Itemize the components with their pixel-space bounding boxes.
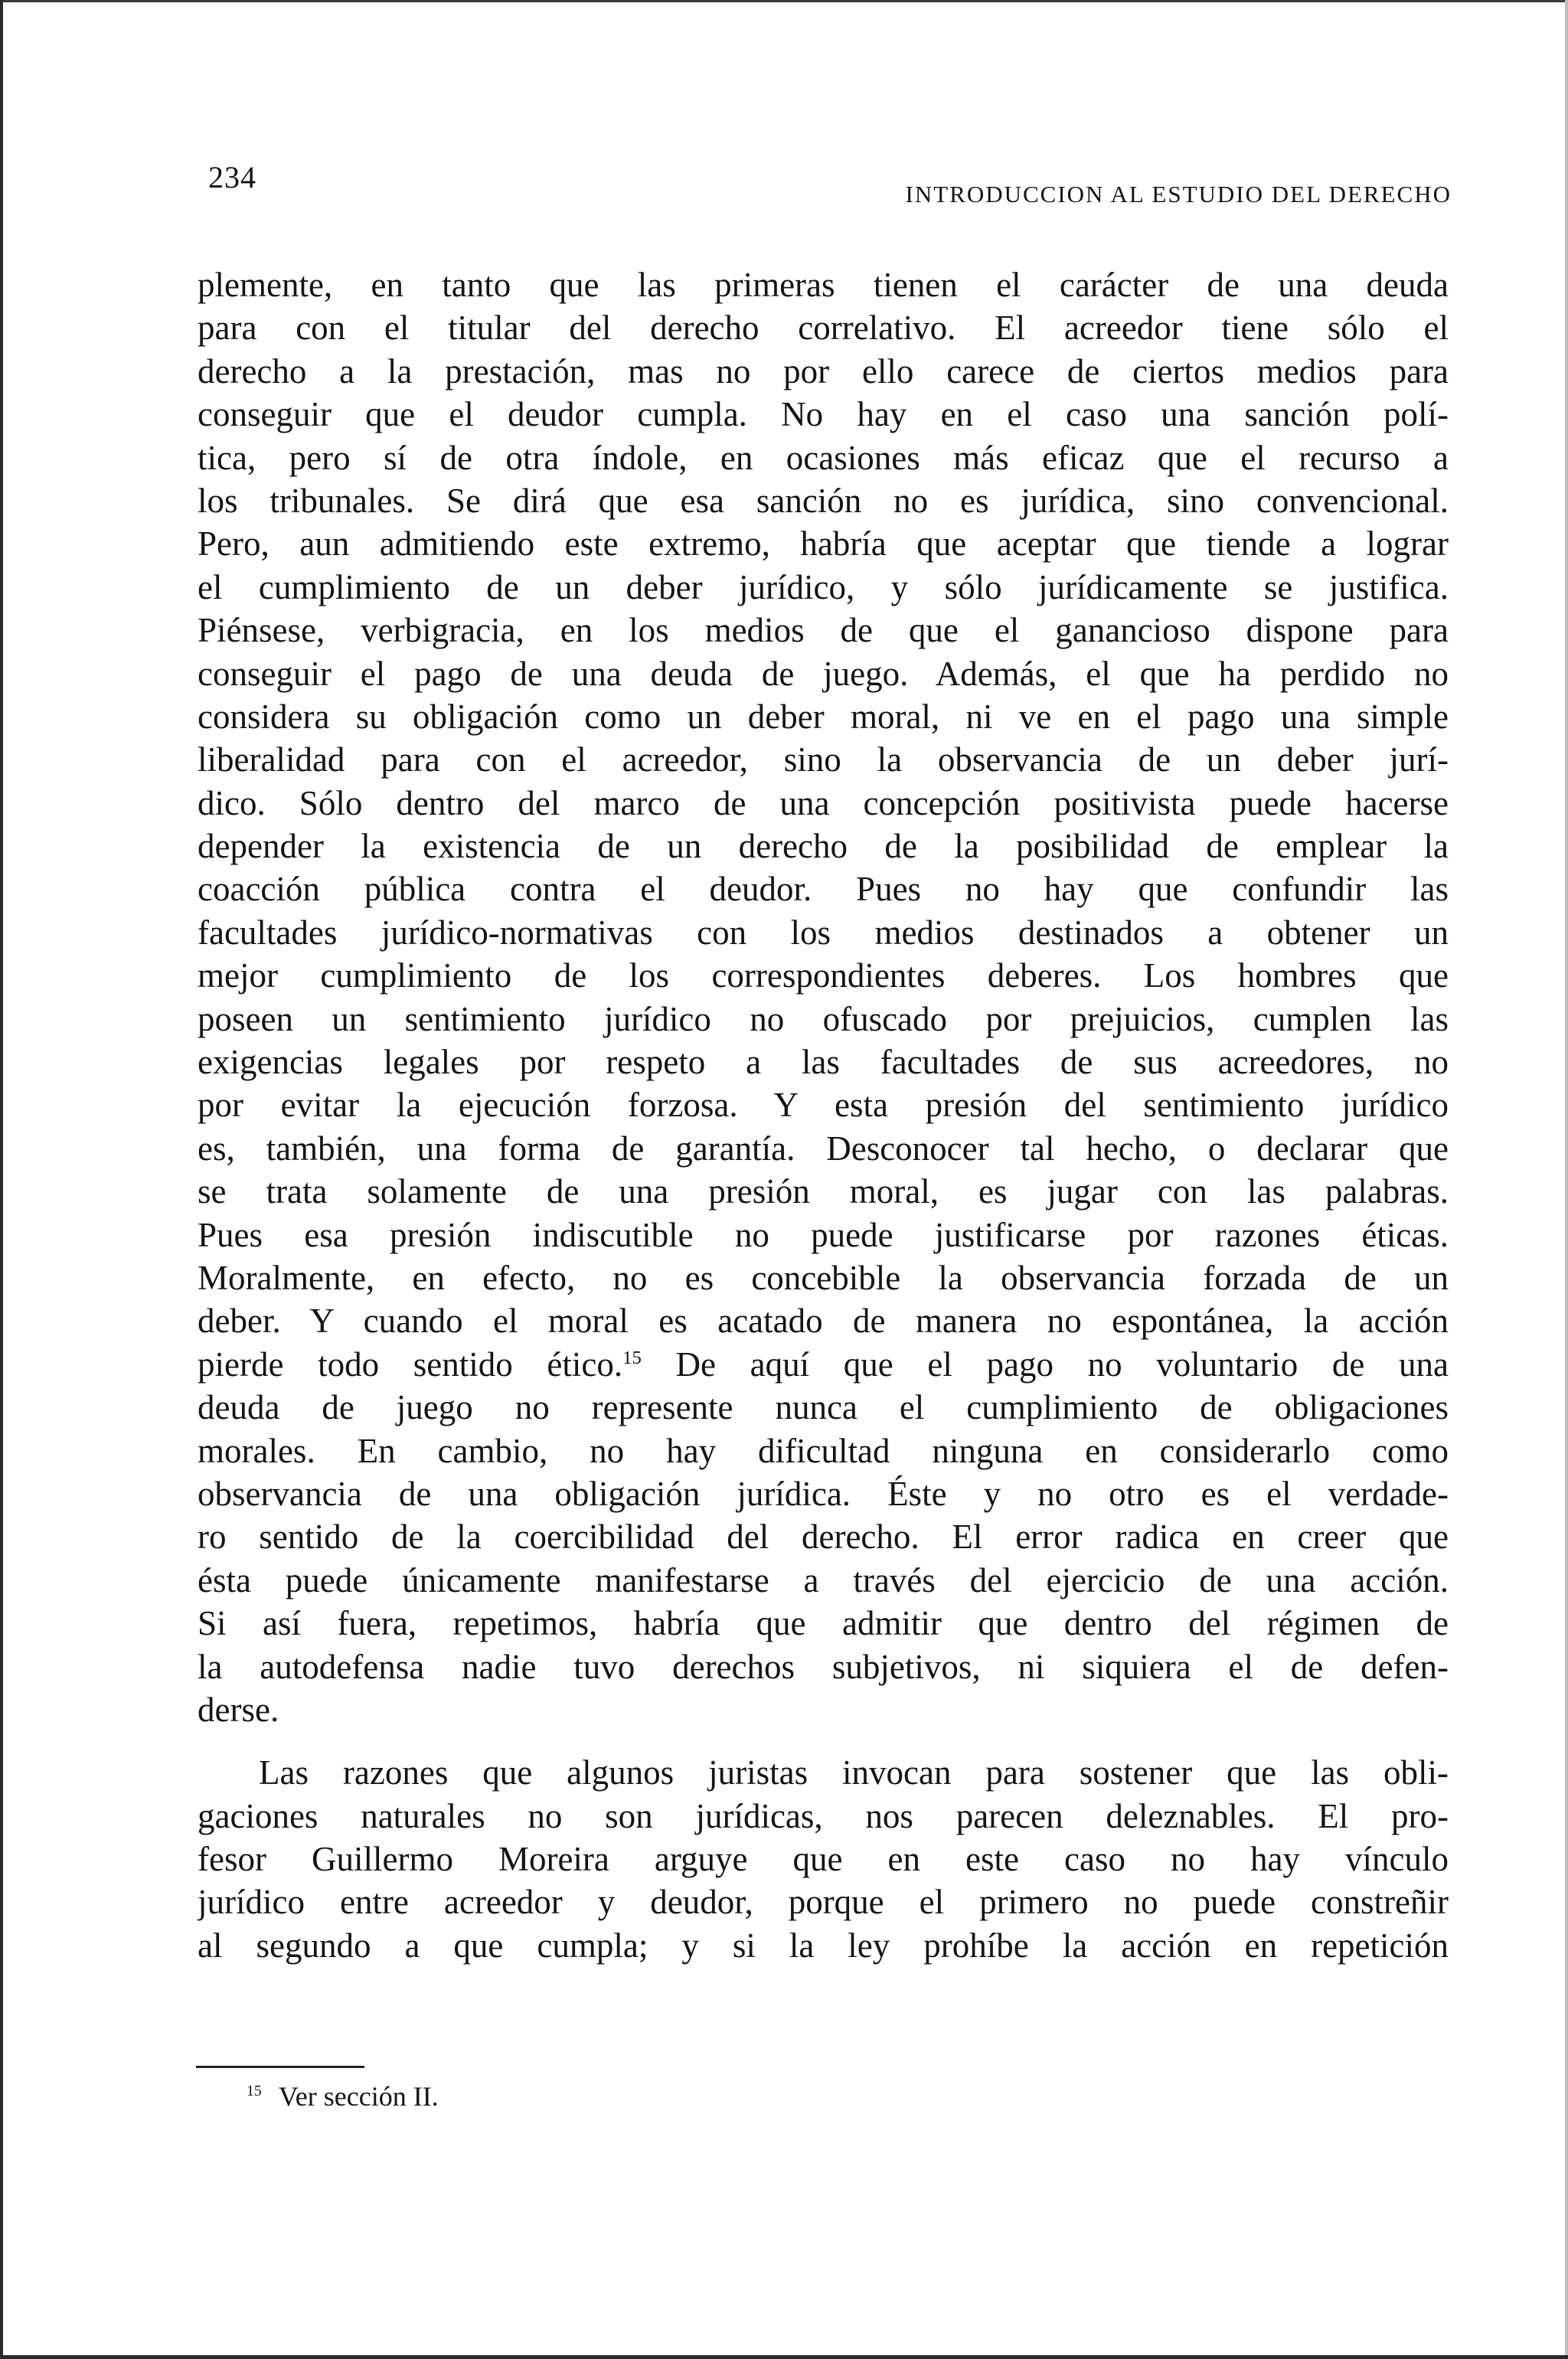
text-line: ro sentido de la coercibilidad del derecho. El error radica en creer que — [198, 1518, 1449, 1557]
footnote-mark: 15 — [247, 2083, 262, 2099]
text-line: observancia de una obligación jurídica. Éste y no otro es el verdade- — [198, 1474, 1449, 1513]
text-line: depender la existencia de un derecho de la posibilidad de emplear la — [198, 827, 1449, 866]
running-title: INTRODUCCION AL ESTUDIO DEL DERECHO — [905, 181, 1452, 207]
text-line: morales. En cambio, no hay dificultad ninguna en considerarlo como — [198, 1431, 1449, 1470]
footnote — [247, 2080, 439, 2113]
text-line: es, también, una forma de garantía. Desconocer tal hecho, o declarar que — [198, 1129, 1449, 1168]
text-line: Las razones que algunos juristas invocan para sostener que las obli- — [259, 1753, 1449, 1792]
text-line: Si así fuera, repetimos, habría que admitir que dentro del régimen de — [198, 1604, 1449, 1643]
text-line: derse. — [198, 1690, 279, 1729]
text-line: poseen un sentimiento jurídico no ofuscado por prejuicios, cumplen las — [198, 999, 1449, 1038]
text-line: ésta puede únicamente manifestarse a través del ejercicio de una acción. — [198, 1560, 1449, 1599]
text-line: para con el titular del derecho correlativo. El acreedor tiene sólo el — [198, 309, 1449, 348]
scan-border-top — [0, 0, 1568, 2]
footnote-text: Ver sección II. — [278, 2081, 439, 2112]
paragraph-gap — [198, 1731, 1449, 1751]
text-line: facultades jurídico-normativas con los medios destinados a obtener un — [198, 913, 1449, 952]
scan-border-right — [1565, 0, 1568, 2359]
text-line: se trata solamente de una presión moral, es jugar con las palabras. — [198, 1172, 1449, 1211]
text-segment: pierde todo sentido ético. — [198, 1344, 623, 1384]
text-line: la autodefensa nadie tuvo derechos subjetivos, ni siquiera el de defen- — [198, 1647, 1449, 1686]
scan-border-left — [0, 0, 3, 2359]
text-line: Moralmente, en efecto, no es concebible la observancia forzada de un — [198, 1258, 1449, 1297]
text-line: deuda de juego no represente nunca el cumplimiento de obligaciones — [198, 1388, 1449, 1427]
text-line: plemente, en tanto que las primeras tienen el carácter de una deuda — [198, 266, 1449, 304]
text-line: derecho a la prestación, mas no por ello carece de ciertos medios para — [198, 351, 1449, 390]
text-line: fesor Guillermo Moreira arguye que en este caso no hay vínculo — [198, 1840, 1449, 1879]
text-line: dico. Sólo dentro del marco de una concepción positivista puede hacerse — [198, 783, 1449, 822]
scan-border-bottom — [0, 2355, 1568, 2359]
text-line: por evitar la ejecución forzosa. Y esta presión del sentimiento jurídico — [198, 1086, 1449, 1125]
text-line: gaciones naturales no son jurídicas, nos parecen deleznables. El pro- — [198, 1796, 1449, 1835]
text-line: conseguir el pago de una deuda de juego. Además, el que ha perdido no — [198, 654, 1449, 693]
text-line-with-footnote-ref — [198, 1343, 1449, 1386]
text-line: conseguir que el deudor cumpla. No hay en el caso una sanción polí- — [198, 395, 1449, 434]
text-line: liberalidad para con el acreedor, sino la observancia de un deber jurí- — [198, 740, 1449, 779]
text-line: Piénsese, verbigracia, en los medios de que el ganancioso dispone para — [198, 611, 1449, 650]
text-line: Pues esa presión indiscutible no puede justificarse por razones éticas. — [198, 1215, 1449, 1254]
text-line: exigencias legales por respeto a las facultades de sus acreedores, no — [198, 1043, 1449, 1082]
text-line: coacción pública contra el deudor. Pues no hay que confundir las — [198, 870, 1449, 909]
text-line: los tribunales. Se dirá que esa sanción no es jurídica, sino convencional. — [198, 481, 1449, 520]
text-line: tica, pero sí de otra índole, en ocasiones más eficaz que el recurso a — [198, 438, 1449, 477]
text-line: considera su obligación como un deber moral, ni ve en el pago una simple — [198, 697, 1449, 736]
footnote-divider — [196, 2066, 364, 2068]
text-line: jurídico entre acreedor y deudor, porque el primero no puede constreñir — [198, 1883, 1449, 1922]
text-line: el cumplimiento de un deber jurídico, y sólo jurídicamente se justifica. — [198, 567, 1449, 606]
footnote-reference[interactable]: 15 — [622, 1347, 642, 1368]
text-line: deber. Y cuando el moral es acatado de manera no espontánea, la acción — [198, 1302, 1449, 1341]
text-line: al segundo a que cumpla; y si la ley prohíbe la acción en repetición — [198, 1926, 1449, 1965]
text-segment: De aquí que el pago no voluntario de una — [641, 1344, 1449, 1384]
page-number: 234 — [208, 160, 256, 194]
body-text — [198, 263, 1449, 1967]
text-line: mejor cumplimiento de los correspondientes deberes. Los hombres que — [198, 956, 1449, 995]
text-line: Pero, aun admitiendo este extremo, habría que aceptar que tiende a lograr — [198, 524, 1449, 564]
